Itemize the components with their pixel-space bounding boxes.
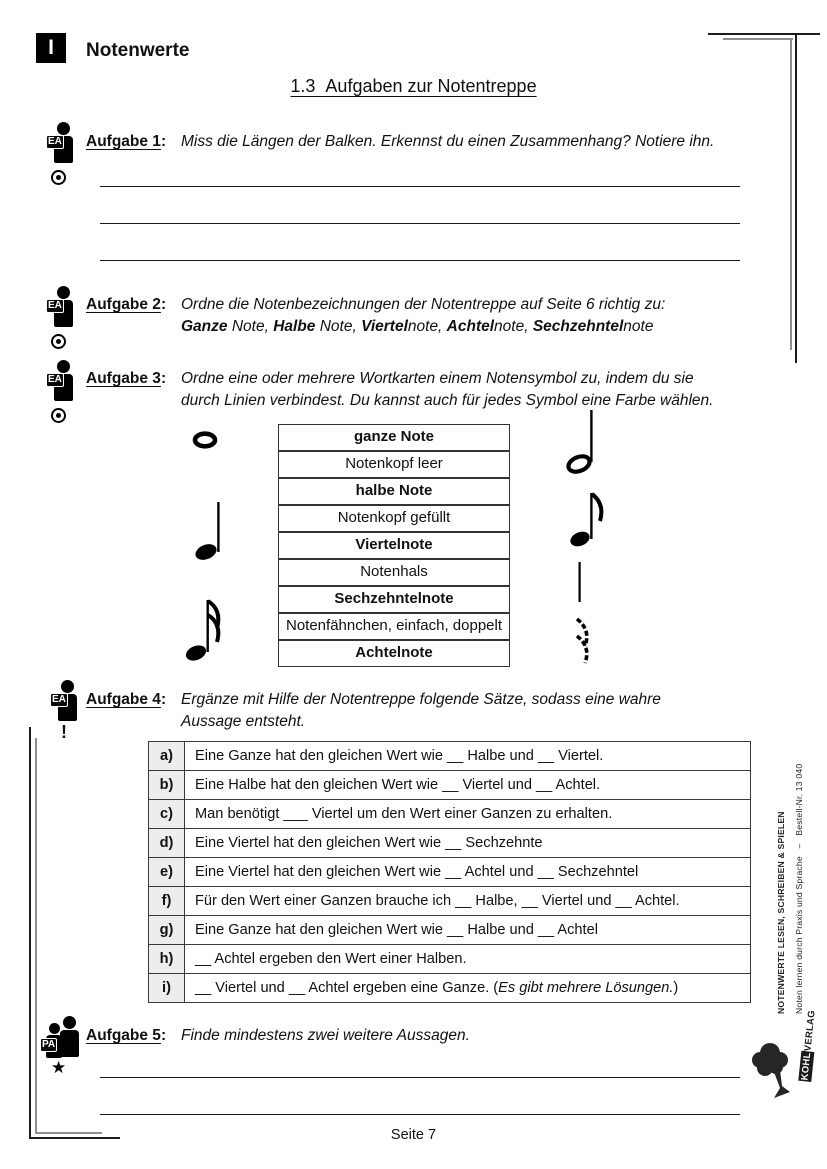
task2-label-text: Aufgabe 2 xyxy=(86,296,161,313)
answer-line xyxy=(100,1114,740,1115)
row-text: Man benötigt ___ Viertel um den Wert einer Ganzen zu erhalten. xyxy=(185,800,751,829)
colon: : xyxy=(160,1027,167,1044)
task5-instruction: Finde mindestens zwei weitere Aussagen. xyxy=(181,1027,470,1044)
row-text-italic: Es gibt mehrere Lösungen. xyxy=(498,980,674,996)
table-row xyxy=(149,742,751,771)
row-key: a) xyxy=(149,742,185,771)
note-stem-icon xyxy=(577,562,583,609)
note-name: Achtel xyxy=(446,318,495,335)
wordcard: Viertelnote xyxy=(278,532,510,559)
task2-instruction-line2 xyxy=(181,318,653,336)
row-key: h) xyxy=(149,945,185,974)
frame-top-right-h-inner xyxy=(723,38,793,40)
row-key: g) xyxy=(149,916,185,945)
row-text-tail: ) xyxy=(673,980,679,996)
statements-table xyxy=(148,741,751,1003)
target-icon xyxy=(51,408,66,423)
publisher-name-top: KOHL xyxy=(799,1051,814,1081)
row-text-main: __ Viertel und __ Achtel ergeben eine Ganze. ( xyxy=(195,980,499,996)
row-text: Eine Viertel hat den gleichen Wert wie __ Achtel und __ Sechzehntel xyxy=(185,858,751,887)
series-subtitle: Noten lernen durch Praxis und Sprache – Bestell-Nr. 13 040 xyxy=(794,763,805,1014)
series-title: NOTENWERTE LESEN, SCHREIBEN & SPIELEN xyxy=(776,811,786,1014)
person-head-icon xyxy=(61,680,74,693)
task1-instruction: Miss die Längen der Balken. Erkennst du einen Zusammenhang? Notiere ihn. xyxy=(181,133,715,150)
row-text: Eine Ganze hat den gleichen Wert wie __ Halbe und __ Viertel. xyxy=(185,742,751,771)
wordcard: halbe Note xyxy=(278,478,510,505)
row-key: b) xyxy=(149,771,185,800)
target-icon xyxy=(51,334,66,349)
person-head-icon xyxy=(57,286,70,299)
task1-label xyxy=(86,133,166,151)
task3-label xyxy=(86,370,166,388)
frame-bottom-left-v-inner xyxy=(35,738,37,1134)
table-row xyxy=(149,916,751,945)
colon: : xyxy=(160,691,167,708)
task4-label-text: Aufgabe 4 xyxy=(86,691,161,708)
page-heading-text: 1.3 Aufgaben zur Notentreppe xyxy=(290,76,537,96)
wordcard: Notenhals xyxy=(278,559,510,586)
table-row xyxy=(149,829,751,858)
answer-line xyxy=(100,260,740,261)
quarter-note-icon xyxy=(192,500,224,567)
single-work-icon xyxy=(46,122,80,168)
row-key: e) xyxy=(149,858,185,887)
wordcard: Achtelnote xyxy=(278,640,510,667)
note-name: Ganze xyxy=(181,318,228,335)
table-row xyxy=(149,974,751,1003)
ea-badge: EA xyxy=(48,136,62,147)
row-text xyxy=(185,974,751,1003)
answer-line xyxy=(100,1077,740,1078)
person-head-icon xyxy=(57,360,70,373)
row-key: f) xyxy=(149,887,185,916)
table-row xyxy=(149,887,751,916)
task5-label xyxy=(86,1027,166,1045)
table-row xyxy=(149,771,751,800)
note-name: Sechzehntel xyxy=(532,318,624,335)
task4-instruction-line1: Ergänze mit Hilfe der Notentreppe folgende Sätze, sodass eine wahre xyxy=(181,691,661,708)
colon: : xyxy=(160,370,167,387)
row-text: Für den Wert einer Ganzen brauche ich __ Halbe, __ Viertel und __ Achtel. xyxy=(185,887,751,916)
task4-label xyxy=(86,691,166,709)
row-text: Eine Viertel hat den gleichen Wert wie __ Sechzehnte xyxy=(185,829,751,858)
tree-icon xyxy=(750,1040,798,1106)
colon: : xyxy=(160,296,167,313)
task3-label-text: Aufgabe 3 xyxy=(86,370,161,387)
wordcard: Notenfähnchen, einfach, doppelt xyxy=(278,613,510,640)
wordcard-table xyxy=(278,424,510,667)
wordcard: Notenkopf gefüllt xyxy=(278,505,510,532)
pa-badge: PA xyxy=(42,1039,56,1050)
note-name: Viertel xyxy=(361,318,408,335)
star-icon: ★ xyxy=(51,1058,67,1077)
note-suffix: note xyxy=(623,318,654,335)
person-head-icon xyxy=(57,122,70,135)
exclamation-icon: ! xyxy=(61,722,67,742)
whole-note-icon xyxy=(191,430,219,455)
page-number: Seite 7 xyxy=(390,1127,437,1143)
task5-label-text: Aufgabe 5 xyxy=(86,1027,161,1044)
note-suffix: note, xyxy=(494,318,533,335)
chapter-marker: I xyxy=(36,33,66,63)
wordcard: Notenkopf leer xyxy=(278,451,510,478)
page-heading xyxy=(0,76,827,97)
row-key: d) xyxy=(149,829,185,858)
task4-instruction-line2: Aussage entsteht. xyxy=(181,713,306,730)
wordcard: ganze Note xyxy=(278,424,510,451)
single-work-icon xyxy=(46,360,80,406)
table-row xyxy=(149,800,751,829)
chapter-title: Notenwerte xyxy=(86,40,190,61)
publisher-name xyxy=(799,1010,817,1082)
task2-instruction-line1: Ordne die Notenbezeichnungen der Notentreppe auf Seite 6 richtig zu: xyxy=(181,296,666,313)
task1-label-text: Aufgabe 1 xyxy=(86,133,161,150)
frame-top-right-h xyxy=(708,33,820,35)
row-text: Eine Ganze hat den gleichen Wert wie __ Halbe und __ Achtel xyxy=(185,916,751,945)
task3-instruction-line2: durch Linien verbindest. Du kannst auch für jedes Symbol eine Farbe wählen. xyxy=(181,392,714,409)
answer-line xyxy=(100,223,740,224)
frame-bottom-left-v xyxy=(29,727,31,1139)
half-note-icon xyxy=(565,410,597,479)
single-work-icon xyxy=(50,680,84,726)
note-suffix: Note, xyxy=(315,318,362,335)
note-suffix: note, xyxy=(407,318,447,335)
table-row xyxy=(149,858,751,887)
eighth-note-icon xyxy=(570,490,606,553)
row-text: Eine Halbe hat den gleichen Wert wie __ Viertel und __ Achtel. xyxy=(185,771,751,800)
ea-badge: EA xyxy=(48,300,62,311)
target-icon xyxy=(51,170,66,185)
row-key: i) xyxy=(149,974,185,1003)
ea-badge: EA xyxy=(48,374,62,385)
wordcard: Sechzehntelnote xyxy=(278,586,510,613)
table-row xyxy=(149,945,751,974)
note-suffix: Note, xyxy=(227,318,274,335)
task2-label xyxy=(86,296,166,314)
answer-line xyxy=(100,186,740,187)
person-head-icon xyxy=(49,1023,60,1034)
publisher-name-bottom: VERLAG xyxy=(802,1009,818,1052)
double-flag-icon xyxy=(573,616,597,677)
task3-instruction-line1: Ordne eine oder mehrere Wortkarten einem Notensymbol zu, indem du sie xyxy=(181,370,694,387)
sixteenth-note-icon xyxy=(185,596,225,669)
publisher-logo xyxy=(750,1008,824,1112)
ea-badge: EA xyxy=(52,694,66,705)
row-text: __ Achtel ergeben den Wert einer Halben. xyxy=(185,945,751,974)
row-key: c) xyxy=(149,800,185,829)
note-name: Halbe xyxy=(273,318,316,335)
colon: : xyxy=(160,133,167,150)
sidebar-imprint xyxy=(772,726,814,1014)
single-work-icon xyxy=(46,286,80,332)
